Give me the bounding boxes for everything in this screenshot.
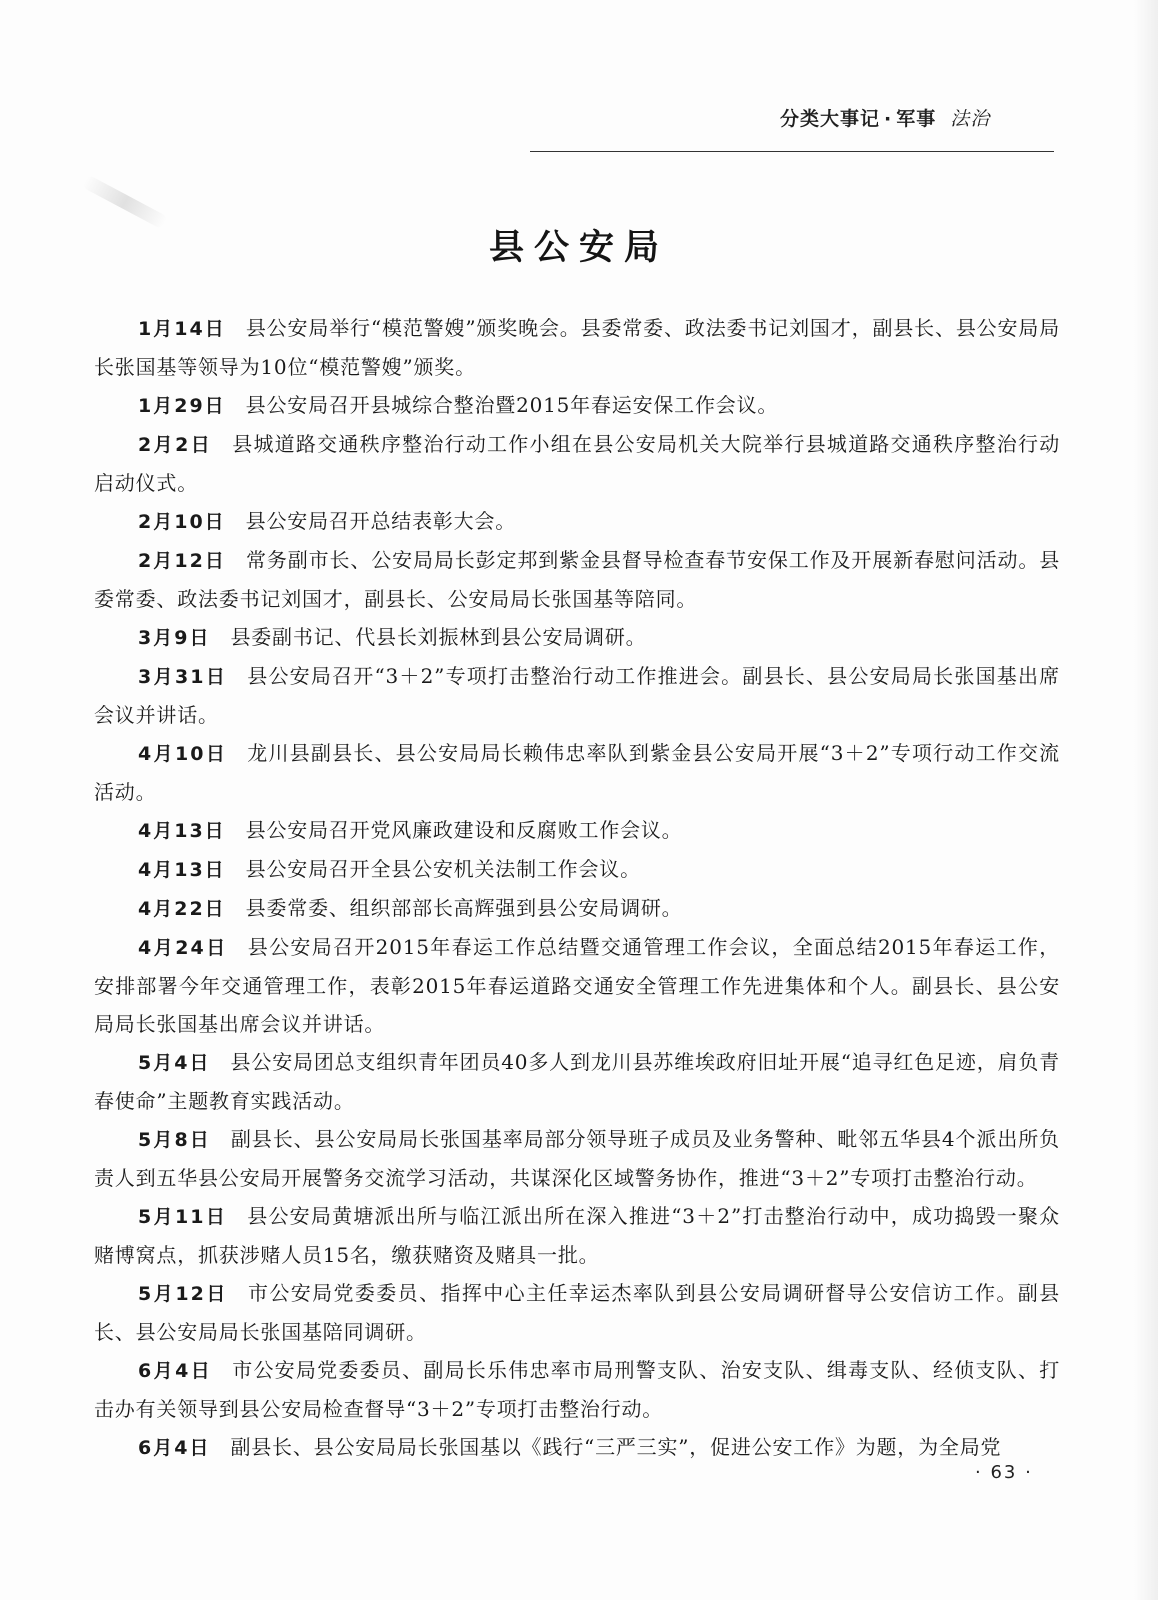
entry-text: 市公安局党委委员、副局长乐伟忠率市局刑警支队、治安支队、缉毒支队、经侦支队、打击办有关领导到县公安局检查督导“3＋2”专项打击整治行动。 xyxy=(94,1358,1060,1421)
entry-date: 3月31日 xyxy=(138,666,228,688)
entry-date: 5月4日 xyxy=(138,1052,211,1074)
entry-date: 3月9日 xyxy=(138,627,211,649)
entry-text: 市公安局党委委员、指挥中心主任幸运杰率队到县公安局调研督导公安信访工作。副县长、县公安局局长张国基陪同调研。 xyxy=(94,1281,1060,1344)
page-number: · 63 · xyxy=(975,1462,1033,1483)
entry-text: 县委常委、组织部部长高辉强到县公安局调研。 xyxy=(245,896,683,920)
entry-date: 4月22日 xyxy=(138,898,226,920)
entry-text: 县公安局召开总结表彰大会。 xyxy=(245,509,517,533)
page-title: 县公安局 xyxy=(488,228,669,268)
chronicle-entry xyxy=(94,1120,1060,1197)
entry-text: 常务副市长、公安局局长彭定邦到紫金县督导检查春节安保工作及开展新春慰问活动。县委常委、政法委书记刘国才，副县长、公安局局长张国基等陪同。 xyxy=(94,548,1060,611)
chronicle-entry xyxy=(94,928,1060,1043)
chronicle-entry xyxy=(94,425,1060,502)
entry-date: 1月14日 xyxy=(138,318,226,340)
chronicle-entries xyxy=(94,309,1060,1467)
entry-text: 县公安局召开县城综合整治暨2015年春运安保工作会议。 xyxy=(245,393,779,417)
entry-date: 1月29日 xyxy=(138,395,226,417)
header-rule xyxy=(530,151,1054,152)
entry-text: 副县长、县公安局局长张国基率局部分领导班子成员及业务警种、毗邻五华县4个派出所负责人到五华县公安局开展警务交流学习活动，共谋深化区域警务协作，推进“3＋2”专项打击整治行动。 xyxy=(94,1127,1060,1190)
entry-text: 副县长、县公安局局长张国基以《践行“三严三实”，促进公安工作》为题，为全局党 xyxy=(230,1435,1002,1459)
chronicle-entry xyxy=(94,811,1060,850)
chronicle-entry xyxy=(94,889,1060,928)
entry-text: 县公安局举行“模范警嫂”颁奖晚会。县委常委、政法委书记刘国才，副县长、县公安局局长张国基等领导为10位“模范警嫂”颁奖。 xyxy=(94,316,1060,379)
entry-date: 4月13日 xyxy=(138,859,226,881)
chronicle-entry xyxy=(94,1274,1060,1351)
running-header xyxy=(780,104,990,131)
entry-date: 6月4日 xyxy=(138,1437,211,1459)
chronicle-entry xyxy=(94,502,1060,541)
chronicle-entry xyxy=(94,386,1060,425)
header-subsection: 法治 xyxy=(950,108,991,130)
entry-date: 2月2日 xyxy=(138,434,213,456)
chronicle-entry xyxy=(94,734,1060,811)
chronicle-entry xyxy=(94,1197,1060,1274)
entry-date: 4月24日 xyxy=(138,937,228,959)
chronicle-entry xyxy=(94,850,1060,889)
chronicle-entry xyxy=(94,1428,1060,1467)
entry-text: 县公安局召开“3＋2”专项打击整治行动工作推进会。副县长、县公安局局长张国基出席会议并讲话。 xyxy=(94,664,1060,727)
entry-text: 龙川县副县长、县公安局局长赖伟忠率队到紫金县公安局开展“3＋2”专项行动工作交流活动。 xyxy=(94,741,1060,804)
chronicle-entry xyxy=(94,1351,1060,1428)
entry-text: 县公安局召开党风廉政建设和反腐败工作会议。 xyxy=(245,818,683,842)
header-separator: · xyxy=(884,108,893,130)
entry-date: 4月10日 xyxy=(138,743,228,765)
entry-date: 5月8日 xyxy=(138,1129,211,1151)
entry-text: 县公安局召开2015年春运工作总结暨交通管理工作会议，全面总结2015年春运工作，安排部署今年交通管理工作，表彰2015年春运道路交通安全管理工作先进集体和个人。副县长、县公安局局长张国基出席会议并讲话。 xyxy=(94,935,1060,1036)
chronicle-entry xyxy=(94,1043,1060,1120)
entry-text: 县城道路交通秩序整治行动工作小组在县公安局机关大院举行县城道路交通秩序整治行动启动仪式。 xyxy=(94,432,1060,495)
entry-date: 4月13日 xyxy=(138,820,226,842)
chronicle-entry xyxy=(94,309,1060,386)
entry-text: 县委副书记、代县长刘振林到县公安局调研。 xyxy=(230,625,647,649)
entry-date: 2月10日 xyxy=(138,511,226,533)
chronicle-entry xyxy=(94,618,1060,657)
entry-text: 县公安局黄塘派出所与临江派出所在深入推进“3＋2”打击整治行动中，成功捣毁一聚众赌博窝点，抓获涉赌人员15名，缴获赌资及赌具一批。 xyxy=(94,1204,1060,1267)
entry-text: 县公安局团总支组织青年团员40多人到龙川县苏维埃政府旧址开展“追寻红色足迹，肩负青春使命”主题教育实践活动。 xyxy=(94,1050,1060,1113)
entry-text: 县公安局召开全县公安机关法制工作会议。 xyxy=(245,857,641,881)
entry-date: 5月11日 xyxy=(138,1206,228,1228)
entry-date: 5月12日 xyxy=(138,1283,228,1305)
chronicle-entry xyxy=(94,657,1060,734)
entry-date: 6月4日 xyxy=(138,1360,213,1382)
header-section: 军事 xyxy=(896,108,937,130)
entry-date: 2月12日 xyxy=(138,550,226,572)
chronicle-entry xyxy=(94,541,1060,618)
header-category: 分类大事记 xyxy=(780,108,881,130)
